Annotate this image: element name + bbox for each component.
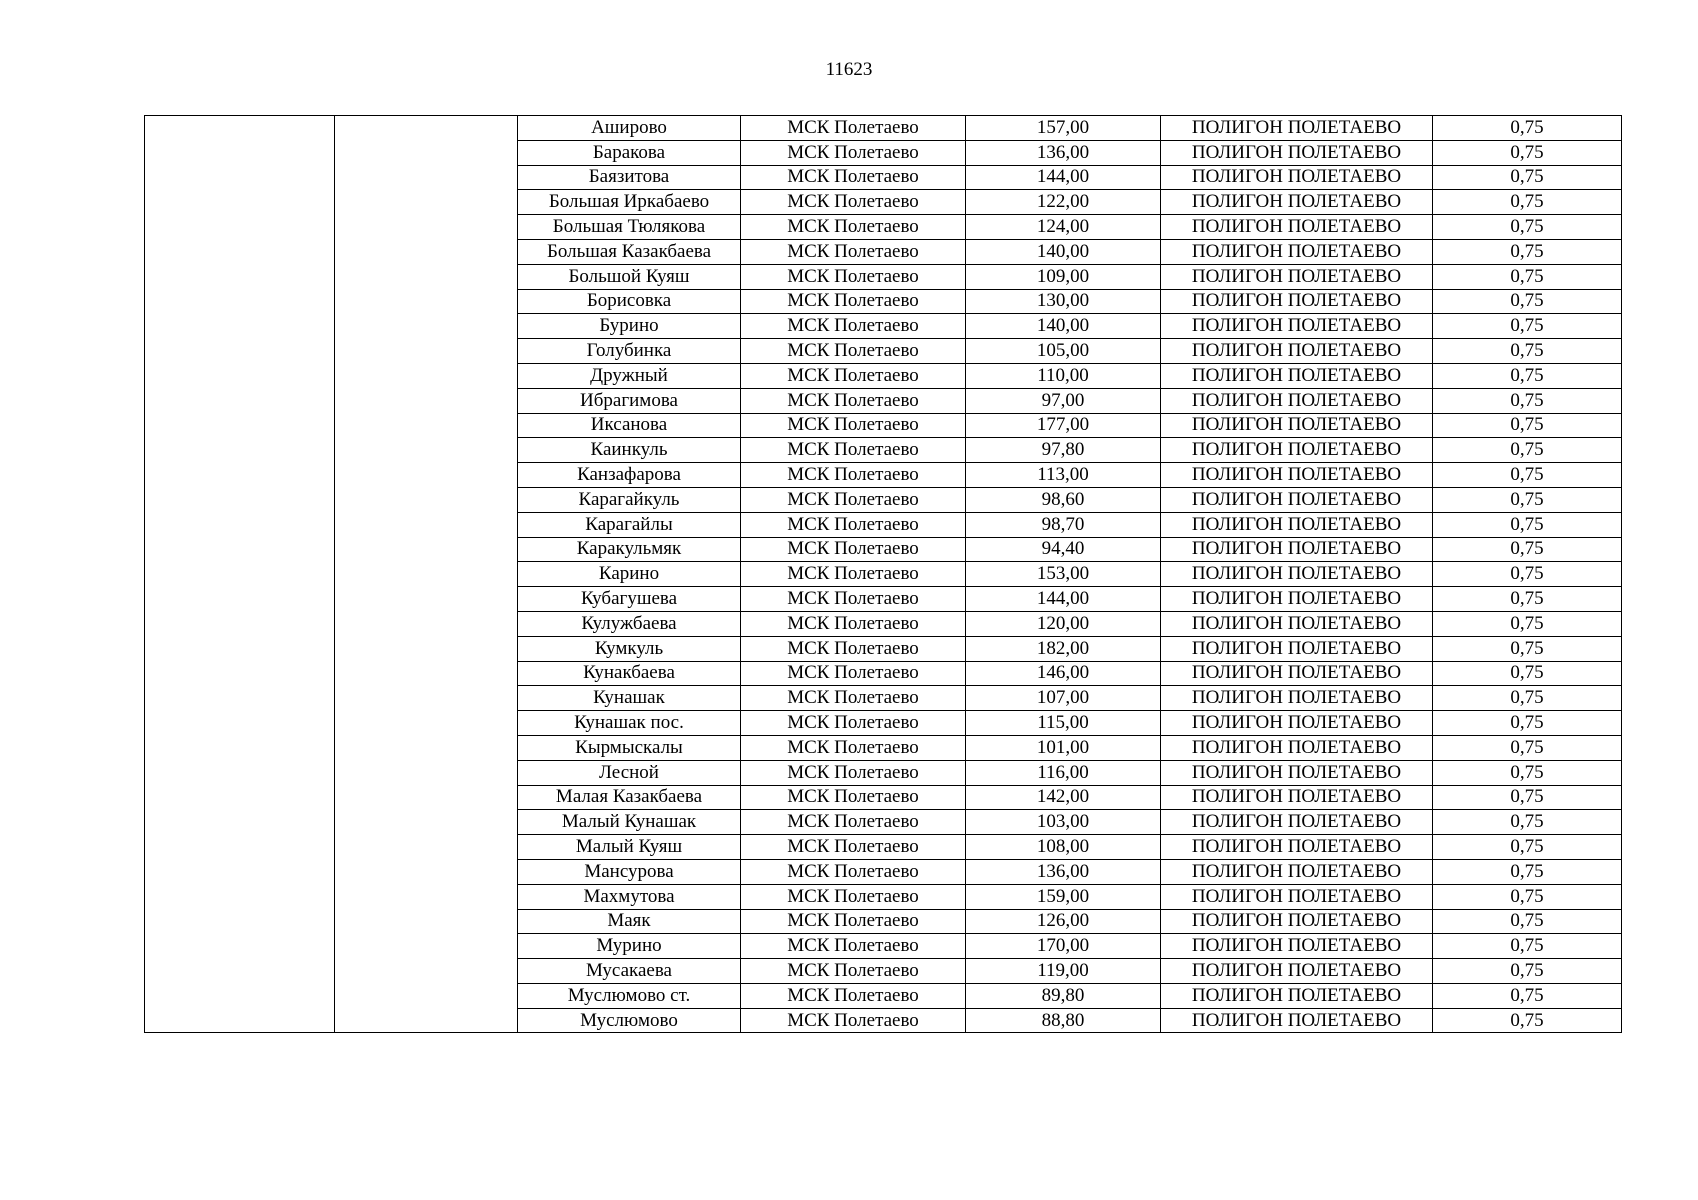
settlement-cell: Муслюмово ст.	[518, 983, 741, 1008]
distance-cell: 159,00	[966, 884, 1161, 909]
source-cell: МСК Полетаево	[741, 587, 966, 612]
distance-cell: 97,80	[966, 438, 1161, 463]
page-number: 11623	[825, 59, 873, 80]
destination-cell: ПОЛИГОН ПОЛЕТАЕВО	[1161, 463, 1433, 488]
settlement-cell: Баракова	[518, 140, 741, 165]
distance-cell: 170,00	[966, 934, 1161, 959]
coefficient-cell: 0,75	[1433, 363, 1622, 388]
settlement-cell: Баязитова	[518, 165, 741, 190]
distance-cell: 177,00	[966, 413, 1161, 438]
destination-cell: ПОЛИГОН ПОЛЕТАЕВО	[1161, 810, 1433, 835]
distance-cell: 107,00	[966, 686, 1161, 711]
distance-cell: 109,00	[966, 264, 1161, 289]
distance-cell: 142,00	[966, 785, 1161, 810]
distance-cell: 119,00	[966, 959, 1161, 984]
source-cell: МСК Полетаево	[741, 636, 966, 661]
settlement-cell: Большой Куяш	[518, 264, 741, 289]
coefficient-cell: 0,75	[1433, 661, 1622, 686]
source-cell: МСК Полетаево	[741, 116, 966, 141]
destination-cell: ПОЛИГОН ПОЛЕТАЕВО	[1161, 339, 1433, 364]
settlement-cell: Малый Куяш	[518, 835, 741, 860]
settlement-cell: Малая Казакбаева	[518, 785, 741, 810]
source-cell: МСК Полетаево	[741, 537, 966, 562]
destination-cell: ПОЛИГОН ПОЛЕТАЕВО	[1161, 264, 1433, 289]
table-body	[145, 116, 1622, 1033]
coefficient-cell: 0,75	[1433, 735, 1622, 760]
coefficient-cell: 0,75	[1433, 264, 1622, 289]
route-table	[144, 115, 1622, 1033]
settlement-cell: Кунашак	[518, 686, 741, 711]
distance-cell: 144,00	[966, 165, 1161, 190]
source-cell: МСК Полетаево	[741, 983, 966, 1008]
source-cell: МСК Полетаево	[741, 934, 966, 959]
coefficient-cell: 0,75	[1433, 711, 1622, 736]
settlement-cell: Голубинка	[518, 339, 741, 364]
destination-cell: ПОЛИГОН ПОЛЕТАЕВО	[1161, 314, 1433, 339]
coefficient-cell: 0,75	[1433, 116, 1622, 141]
settlement-cell: Большая Тюлякова	[518, 215, 741, 240]
coefficient-cell: 0,75	[1433, 537, 1622, 562]
destination-cell: ПОЛИГОН ПОЛЕТАЕВО	[1161, 1008, 1433, 1033]
destination-cell: ПОЛИГОН ПОЛЕТАЕВО	[1161, 537, 1433, 562]
distance-cell: 115,00	[966, 711, 1161, 736]
distance-cell: 182,00	[966, 636, 1161, 661]
distance-cell: 97,00	[966, 388, 1161, 413]
destination-cell: ПОЛИГОН ПОЛЕТАЕВО	[1161, 983, 1433, 1008]
settlement-cell: Карагайлы	[518, 512, 741, 537]
settlement-cell: Мансурова	[518, 859, 741, 884]
destination-cell: ПОЛИГОН ПОЛЕТАЕВО	[1161, 735, 1433, 760]
settlement-cell: Иксанова	[518, 413, 741, 438]
coefficient-cell: 0,75	[1433, 1008, 1622, 1033]
settlement-cell: Каинкуль	[518, 438, 741, 463]
settlement-cell: Аширово	[518, 116, 741, 141]
destination-cell: ПОЛИГОН ПОЛЕТАЕВО	[1161, 289, 1433, 314]
distance-cell: 144,00	[966, 587, 1161, 612]
distance-cell: 98,60	[966, 487, 1161, 512]
distance-cell: 98,70	[966, 512, 1161, 537]
coefficient-cell: 0,75	[1433, 190, 1622, 215]
distance-cell: 116,00	[966, 760, 1161, 785]
source-cell: МСК Полетаево	[741, 884, 966, 909]
coefficient-cell: 0,75	[1433, 884, 1622, 909]
source-cell: МСК Полетаево	[741, 760, 966, 785]
settlement-cell: Мурино	[518, 934, 741, 959]
settlement-cell: Кунашак пос.	[518, 711, 741, 736]
coefficient-cell: 0,75	[1433, 165, 1622, 190]
coefficient-cell: 0,75	[1433, 562, 1622, 587]
destination-cell: ПОЛИГОН ПОЛЕТАЕВО	[1161, 661, 1433, 686]
coefficient-cell: 0,75	[1433, 909, 1622, 934]
source-cell: МСК Полетаево	[741, 959, 966, 984]
settlement-cell: Карагайкуль	[518, 487, 741, 512]
source-cell: МСК Полетаево	[741, 264, 966, 289]
destination-cell: ПОЛИГОН ПОЛЕТАЕВО	[1161, 190, 1433, 215]
coefficient-cell: 0,75	[1433, 388, 1622, 413]
source-cell: МСК Полетаево	[741, 785, 966, 810]
destination-cell: ПОЛИГОН ПОЛЕТАЕВО	[1161, 438, 1433, 463]
coefficient-cell: 0,75	[1433, 636, 1622, 661]
distance-cell: 88,80	[966, 1008, 1161, 1033]
source-cell: МСК Полетаево	[741, 314, 966, 339]
distance-cell: 113,00	[966, 463, 1161, 488]
distance-cell: 157,00	[966, 116, 1161, 141]
source-cell: МСК Полетаево	[741, 810, 966, 835]
settlement-cell: Ибрагимова	[518, 388, 741, 413]
distance-cell: 126,00	[966, 909, 1161, 934]
coefficient-cell: 0,75	[1433, 215, 1622, 240]
source-cell: МСК Полетаево	[741, 661, 966, 686]
destination-cell: ПОЛИГОН ПОЛЕТАЕВО	[1161, 636, 1433, 661]
distance-cell: 140,00	[966, 239, 1161, 264]
settlement-cell: Канзафарова	[518, 463, 741, 488]
source-cell: МСК Полетаево	[741, 339, 966, 364]
settlement-cell: Бурино	[518, 314, 741, 339]
source-cell: МСК Полетаево	[741, 909, 966, 934]
distance-cell: 110,00	[966, 363, 1161, 388]
source-cell: МСК Полетаево	[741, 686, 966, 711]
destination-cell: ПОЛИГОН ПОЛЕТАЕВО	[1161, 487, 1433, 512]
settlement-cell: Лесной	[518, 760, 741, 785]
destination-cell: ПОЛИГОН ПОЛЕТАЕВО	[1161, 835, 1433, 860]
source-cell: МСК Полетаево	[741, 438, 966, 463]
distance-cell: 101,00	[966, 735, 1161, 760]
distance-cell: 120,00	[966, 611, 1161, 636]
blank-column-1	[145, 116, 335, 1033]
source-cell: МСК Полетаево	[741, 413, 966, 438]
coefficient-cell: 0,75	[1433, 140, 1622, 165]
source-cell: МСК Полетаево	[741, 215, 966, 240]
coefficient-cell: 0,75	[1433, 611, 1622, 636]
distance-cell: 122,00	[966, 190, 1161, 215]
destination-cell: ПОЛИГОН ПОЛЕТАЕВО	[1161, 909, 1433, 934]
coefficient-cell: 0,75	[1433, 934, 1622, 959]
coefficient-cell: 0,75	[1433, 983, 1622, 1008]
coefficient-cell: 0,75	[1433, 512, 1622, 537]
settlement-cell: Борисовка	[518, 289, 741, 314]
coefficient-cell: 0,75	[1433, 239, 1622, 264]
destination-cell: ПОЛИГОН ПОЛЕТАЕВО	[1161, 959, 1433, 984]
coefficient-cell: 0,75	[1433, 835, 1622, 860]
settlement-cell: Кулужбаева	[518, 611, 741, 636]
distance-cell: 108,00	[966, 835, 1161, 860]
source-cell: МСК Полетаево	[741, 735, 966, 760]
destination-cell: ПОЛИГОН ПОЛЕТАЕВО	[1161, 611, 1433, 636]
destination-cell: ПОЛИГОН ПОЛЕТАЕВО	[1161, 587, 1433, 612]
destination-cell: ПОЛИГОН ПОЛЕТАЕВО	[1161, 785, 1433, 810]
distance-cell: 136,00	[966, 140, 1161, 165]
coefficient-cell: 0,75	[1433, 810, 1622, 835]
destination-cell: ПОЛИГОН ПОЛЕТАЕВО	[1161, 413, 1433, 438]
coefficient-cell: 0,75	[1433, 289, 1622, 314]
distance-cell: 94,40	[966, 537, 1161, 562]
distance-cell: 146,00	[966, 661, 1161, 686]
settlement-cell: Малый Кунашак	[518, 810, 741, 835]
destination-cell: ПОЛИГОН ПОЛЕТАЕВО	[1161, 884, 1433, 909]
distance-cell: 105,00	[966, 339, 1161, 364]
coefficient-cell: 0,75	[1433, 785, 1622, 810]
source-cell: МСК Полетаево	[741, 1008, 966, 1033]
blank-column-2	[335, 116, 518, 1033]
settlement-cell: Махмутова	[518, 884, 741, 909]
distance-cell: 103,00	[966, 810, 1161, 835]
settlement-cell: Кубагушева	[518, 587, 741, 612]
source-cell: МСК Полетаево	[741, 562, 966, 587]
source-cell: МСК Полетаево	[741, 388, 966, 413]
settlement-cell: Муслюмово	[518, 1008, 741, 1033]
source-cell: МСК Полетаево	[741, 140, 966, 165]
destination-cell: ПОЛИГОН ПОЛЕТАЕВО	[1161, 116, 1433, 141]
source-cell: МСК Полетаево	[741, 512, 966, 537]
settlement-cell: Маяк	[518, 909, 741, 934]
distance-cell: 153,00	[966, 562, 1161, 587]
source-cell: МСК Полетаево	[741, 463, 966, 488]
distance-cell: 89,80	[966, 983, 1161, 1008]
destination-cell: ПОЛИГОН ПОЛЕТАЕВО	[1161, 363, 1433, 388]
source-cell: МСК Полетаево	[741, 165, 966, 190]
source-cell: МСК Полетаево	[741, 835, 966, 860]
destination-cell: ПОЛИГОН ПОЛЕТАЕВО	[1161, 760, 1433, 785]
coefficient-cell: 0,75	[1433, 339, 1622, 364]
destination-cell: ПОЛИГОН ПОЛЕТАЕВО	[1161, 388, 1433, 413]
source-cell: МСК Полетаево	[741, 611, 966, 636]
destination-cell: ПОЛИГОН ПОЛЕТАЕВО	[1161, 562, 1433, 587]
coefficient-cell: 0,75	[1433, 438, 1622, 463]
destination-cell: ПОЛИГОН ПОЛЕТАЕВО	[1161, 165, 1433, 190]
coefficient-cell: 0,75	[1433, 463, 1622, 488]
coefficient-cell: 0,75	[1433, 859, 1622, 884]
settlement-cell: Дружный	[518, 363, 741, 388]
distance-cell: 136,00	[966, 859, 1161, 884]
source-cell: МСК Полетаево	[741, 363, 966, 388]
settlement-cell: Кумкуль	[518, 636, 741, 661]
table-row	[145, 116, 1622, 141]
settlement-cell: Мусакаева	[518, 959, 741, 984]
coefficient-cell: 0,75	[1433, 314, 1622, 339]
source-cell: МСК Полетаево	[741, 289, 966, 314]
settlement-cell: Карино	[518, 562, 741, 587]
destination-cell: ПОЛИГОН ПОЛЕТАЕВО	[1161, 686, 1433, 711]
destination-cell: ПОЛИГОН ПОЛЕТАЕВО	[1161, 934, 1433, 959]
source-cell: МСК Полетаево	[741, 711, 966, 736]
destination-cell: ПОЛИГОН ПОЛЕТАЕВО	[1161, 512, 1433, 537]
destination-cell: ПОЛИГОН ПОЛЕТАЕВО	[1161, 215, 1433, 240]
source-cell: МСК Полетаево	[741, 190, 966, 215]
coefficient-cell: 0,75	[1433, 413, 1622, 438]
settlement-cell: Кунакбаева	[518, 661, 741, 686]
coefficient-cell: 0,75	[1433, 487, 1622, 512]
coefficient-cell: 0,75	[1433, 686, 1622, 711]
distance-cell: 130,00	[966, 289, 1161, 314]
source-cell: МСК Полетаево	[741, 239, 966, 264]
source-cell: МСК Полетаево	[741, 859, 966, 884]
distance-cell: 124,00	[966, 215, 1161, 240]
settlement-cell: Кырмыскалы	[518, 735, 741, 760]
coefficient-cell: 0,75	[1433, 959, 1622, 984]
destination-cell: ПОЛИГОН ПОЛЕТАЕВО	[1161, 239, 1433, 264]
settlement-cell: Большая Казакбаева	[518, 239, 741, 264]
coefficient-cell: 0,75	[1433, 587, 1622, 612]
destination-cell: ПОЛИГОН ПОЛЕТАЕВО	[1161, 859, 1433, 884]
distance-cell: 140,00	[966, 314, 1161, 339]
settlement-cell: Каракульмяк	[518, 537, 741, 562]
source-cell: МСК Полетаево	[741, 487, 966, 512]
destination-cell: ПОЛИГОН ПОЛЕТАЕВО	[1161, 140, 1433, 165]
destination-cell: ПОЛИГОН ПОЛЕТАЕВО	[1161, 711, 1433, 736]
coefficient-cell: 0,75	[1433, 760, 1622, 785]
settlement-cell: Большая Иркабаево	[518, 190, 741, 215]
